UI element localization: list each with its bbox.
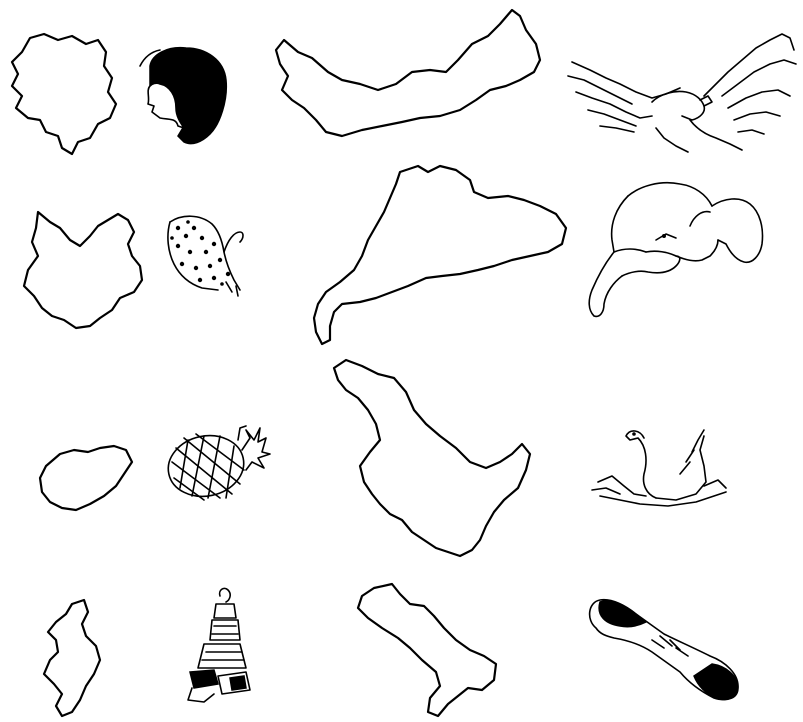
peacock-icon xyxy=(168,216,243,296)
province-outline-2 xyxy=(276,10,540,136)
province-outline-1 xyxy=(12,34,116,154)
elephant-icon xyxy=(589,183,762,317)
eagle-icon xyxy=(568,34,796,152)
girl-profile-icon xyxy=(140,48,226,144)
province-outline-6 xyxy=(334,360,530,556)
pineapple-icon xyxy=(163,426,270,503)
province-outline-5 xyxy=(40,446,132,510)
province-outline-7 xyxy=(44,600,100,716)
swan-icon xyxy=(592,430,726,506)
bone-icon xyxy=(590,600,738,700)
province-outline-8 xyxy=(358,584,496,716)
province-outline-4 xyxy=(314,166,566,344)
terracotta-figure-icon xyxy=(188,588,250,702)
province-outline-3 xyxy=(24,212,142,328)
